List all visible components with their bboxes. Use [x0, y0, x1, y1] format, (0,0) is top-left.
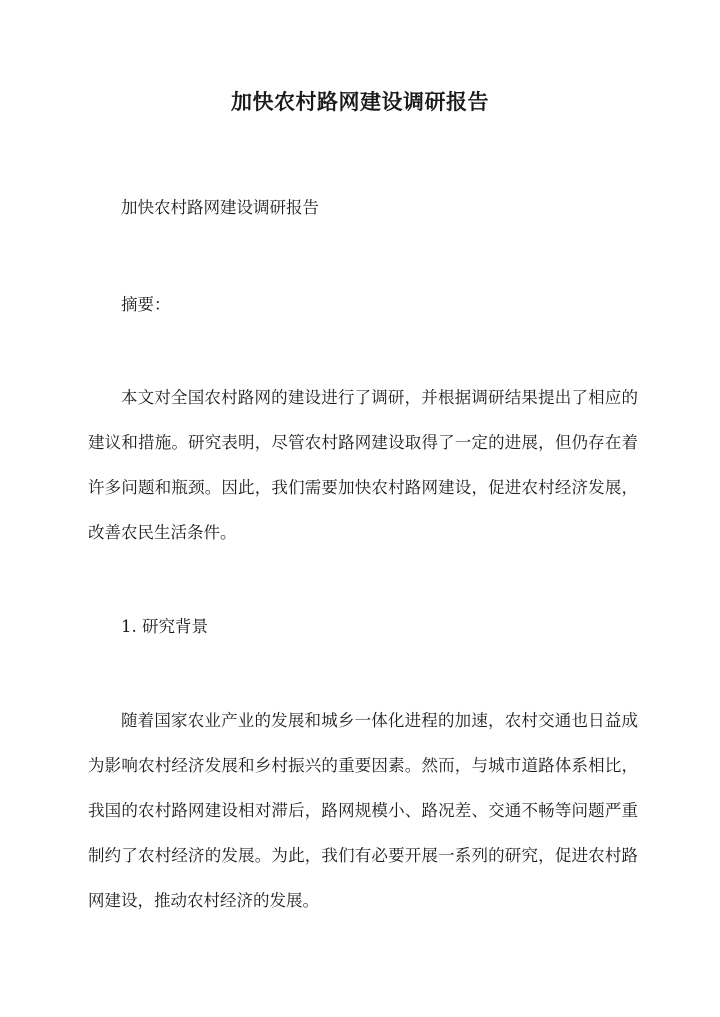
background-paragraph: 随着国家农业产业的发展和城乡一体化进程的加速，农村交通也日益成为影响农村经济发展和乡村振兴的重要因素。然而，与城市道路体系相比，我国的农村路网建设相对滞后，路网规模小、路况差、交通不畅等问题严重制约了农村经济的发展。为此，我们有必要开展一系列的研究，促进农村路网建设，推动农村经济的发展。	[88, 711, 638, 910]
abstract-paragraph: 本文对全国农村路网的建设进行了调研，并根据调研结果提出了相应的建议和措施。研究表明，尽管农村路网建设取得了一定的进展，但仍存在着许多问题和瓶颈。因此，我们需要加快农村路网建设，促进农村经济发展，改善农民生活条件。	[88, 388, 638, 542]
document-title: 加快农村路网建设调研报告	[231, 89, 489, 114]
section-heading-background: 1. 研究背景	[121, 617, 208, 636]
report-subtitle: 加快农村路网建设调研报告	[121, 198, 319, 217]
abstract-heading: 摘要：	[121, 295, 171, 314]
